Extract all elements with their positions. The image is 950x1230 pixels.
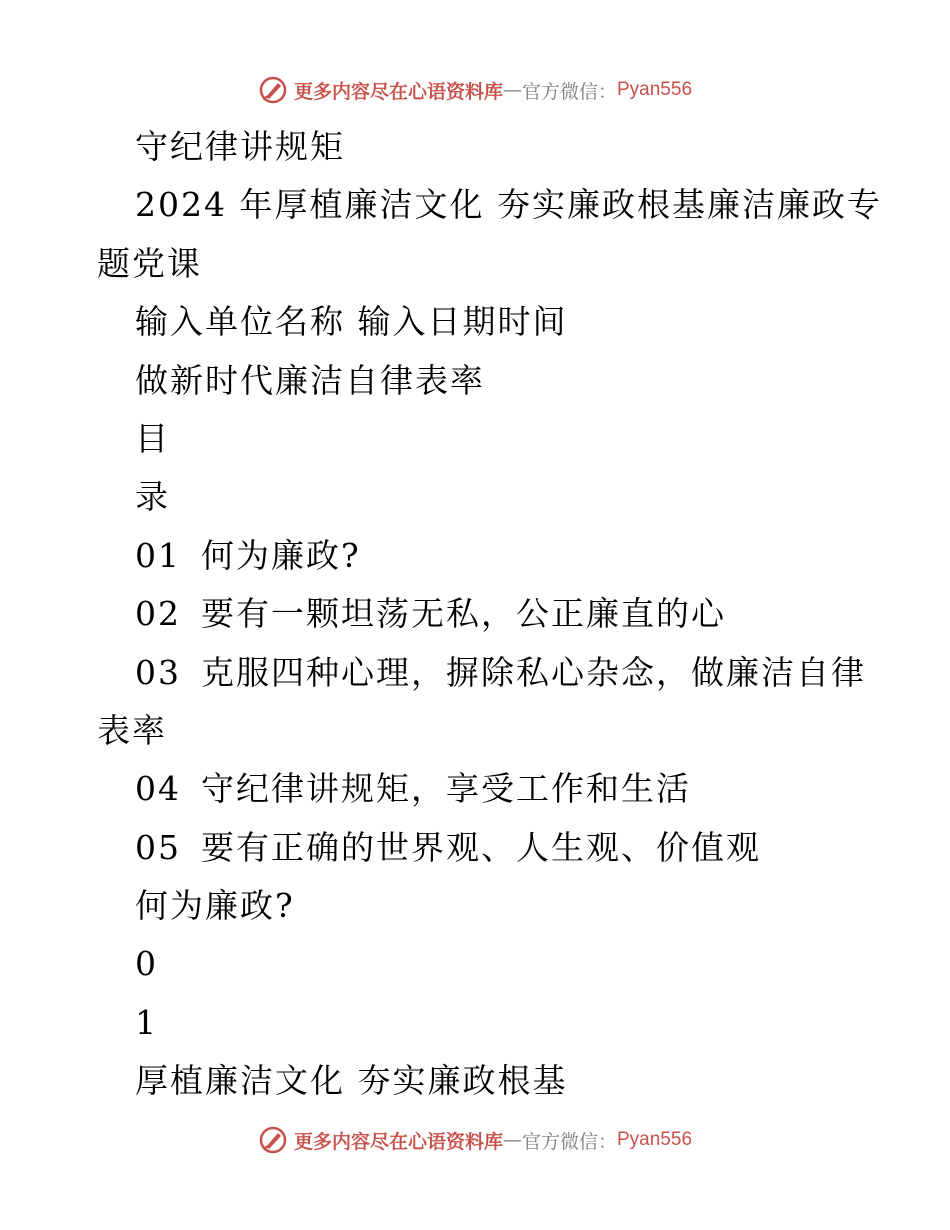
section-number-b: 1 (135, 1002, 158, 1042)
toc-item-text: 何为廉政? (201, 535, 361, 575)
banner-wechat-id: Pyan556 (617, 1129, 693, 1150)
banner-dash: — (502, 79, 522, 101)
toc-heading-mu: 目 (135, 418, 170, 458)
toc-item-03-continuation: 表率 (97, 710, 167, 750)
banner-wechat-id: Pyan556 (617, 79, 693, 100)
doc-last-line: 厚植廉洁文化 夯实廉政根基 (135, 1061, 568, 1101)
toc-item-number: 04 (135, 769, 181, 809)
toc-item-number: 01 (135, 535, 181, 575)
toc-item-number: 02 (135, 594, 181, 634)
toc-item-02 (97, 585, 867, 643)
section-number-a: 0 (135, 944, 158, 984)
banner-main-text: 更多内容尽在心语资料库 (293, 1130, 503, 1153)
quill-logo-icon (258, 75, 288, 105)
document-body (97, 118, 882, 1111)
watermark-banner-bottom (0, 1120, 950, 1160)
doc-subtitle: 做新时代廉洁自律表率 (135, 360, 485, 400)
toc-item-text: 要有一颗坦荡无私，公正廉直的心 (201, 594, 726, 634)
banner-main-text: 更多内容尽在心语资料库 (293, 80, 503, 103)
section-title: 何为廉政? (135, 886, 295, 926)
doc-title-part2: 题党课 (97, 243, 202, 283)
toc-item-text: 克服四种心理，摒除私心杂念，做廉洁自律 (201, 652, 866, 692)
doc-line-discipline: 守纪律讲规矩 (135, 127, 345, 166)
banner-official-label: 官方微信： (521, 1130, 617, 1153)
toc-item-number: 05 (135, 827, 181, 867)
banner-dash: — (502, 1129, 522, 1151)
doc-title-part1: 2024 年厚植廉洁文化 夯实廉政根基廉洁廉政专 (135, 185, 882, 225)
toc-item-text: 要有正确的世界观、人生观、价值观 (201, 827, 761, 867)
toc-item-number: 03 (135, 652, 181, 692)
toc-item-04 (97, 760, 867, 818)
doc-unit-date: 输入单位名称 输入日期时间 (135, 302, 568, 342)
toc-item-text: 守纪律讲规矩，享受工作和生活 (201, 769, 691, 809)
toc-item-01 (97, 527, 867, 585)
toc-item-05 (97, 819, 867, 877)
banner-official-label: 官方微信： (521, 80, 617, 103)
watermark-banner-top (0, 70, 950, 110)
toc-item-03 (97, 644, 867, 702)
toc-heading-lu: 录 (135, 477, 170, 517)
quill-logo-icon (258, 1125, 288, 1155)
